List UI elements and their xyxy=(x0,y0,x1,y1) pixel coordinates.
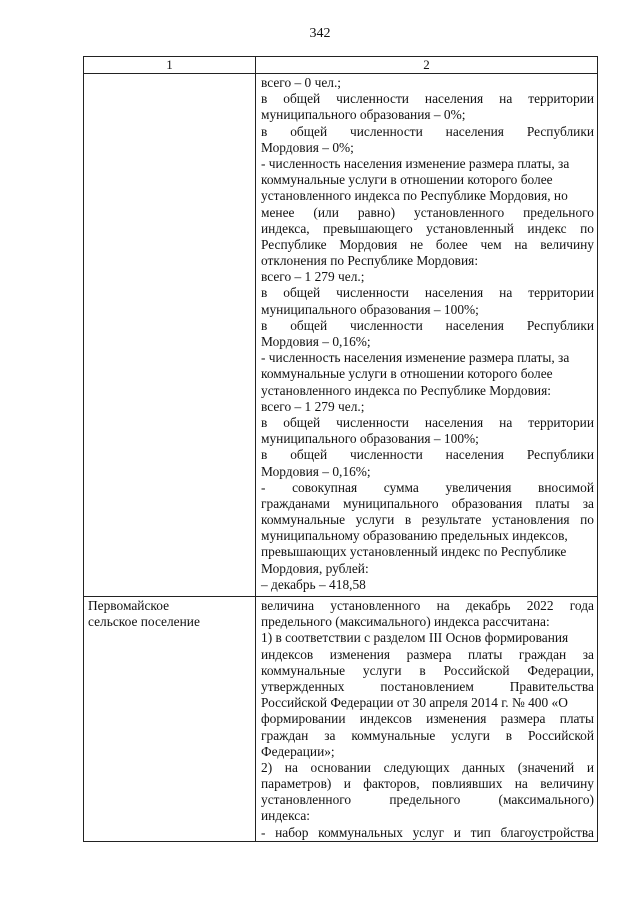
text-line: утвержденных постановлением Правительства xyxy=(261,678,594,694)
text-line: коммунальные услуги в результате установления по xyxy=(261,512,594,528)
text-line: параметров) и факторов, повлиявших на величину xyxy=(261,776,594,792)
text-line: коммунальные услуги в отношении которого более xyxy=(261,366,553,382)
text-line: коммунальные услуги в Российской Федерации, xyxy=(261,662,594,678)
territory-name-line: сельское поселение xyxy=(88,614,200,630)
text-line: муниципальному образованию предельных индексов, xyxy=(261,528,568,544)
text-line: коммунальные услуги в отношении которого более xyxy=(261,172,553,188)
text-line: установленного индекса по Республике Мордовия: xyxy=(261,382,551,398)
text-line: Мордовия, рублей: xyxy=(261,560,369,576)
text-line: граждан за коммунальные услуги в Российской xyxy=(261,727,594,743)
column-header-1: 1 xyxy=(84,57,256,74)
text-line: 2) на основании следующих данных (значений и xyxy=(261,759,594,775)
row2-territory-cell xyxy=(84,597,256,842)
text-line: отклонения по Республике Мордовия: xyxy=(261,253,479,269)
row1-details-cell xyxy=(256,74,598,597)
text-line: гражданами муниципального образования платы за xyxy=(261,495,594,511)
text-line: индекса, превышающего установленный индекс по xyxy=(261,220,594,236)
text-line: Федерации»; xyxy=(261,743,335,759)
text-line: муниципального образования – 100%; xyxy=(261,431,479,447)
text-line: Республике Мордовия не более чем на величину xyxy=(261,236,594,252)
text-line: Мордовия – 0,16%; xyxy=(261,463,371,479)
text-line: индекса: xyxy=(261,808,311,824)
text-line: величина установленного на декабрь 2022 года xyxy=(261,598,594,613)
text-line: всего – 1 279 чел.; xyxy=(261,398,365,414)
text-line: всего – 1 279 чел.; xyxy=(261,269,365,285)
column-header-2: 2 xyxy=(256,57,598,74)
text-line: муниципального образования – 100%; xyxy=(261,301,479,317)
row2-details-cell xyxy=(256,597,598,842)
text-line: в общей численности населения Республики xyxy=(261,123,594,139)
text-line: в общей численности населения на территории xyxy=(261,91,594,107)
text-line: формировании индексов изменения размера платы xyxy=(261,711,594,727)
territory-name-line: Первомайское xyxy=(88,598,170,613)
page-number: 342 xyxy=(309,26,331,41)
text-line: установленного индекса по Республике Мордовия, но xyxy=(261,188,568,204)
text-line: муниципального образования – 0%; xyxy=(261,107,466,123)
text-line: менее (или равно) установленного предельного xyxy=(261,204,594,220)
text-line: в общей численности населения Республики xyxy=(261,447,594,463)
text-line: Российской Федерации от 30 апреля 2014 г. № 400 «О xyxy=(261,695,568,711)
text-line: - численность населения изменение размера платы, за xyxy=(261,155,570,171)
text-line: - набор коммунальных услуг и тип благоустройства xyxy=(261,824,594,840)
table-row xyxy=(84,74,598,597)
text-line: предельного (максимального) индекса рассчитана: xyxy=(261,614,550,630)
text-line: – декабрь – 418,58 xyxy=(261,576,366,592)
document-table xyxy=(83,56,598,842)
text-line: всего – 0 чел.; xyxy=(261,75,342,90)
text-line: 1) в соответствии с разделом III Основ формирования xyxy=(261,630,569,646)
row1-territory-cell xyxy=(84,74,256,597)
text-line: - численность населения изменение размера платы, за xyxy=(261,350,570,366)
text-line: в общей численности населения Республики xyxy=(261,317,594,333)
text-line: - совокупная сумма увеличения вносимой xyxy=(261,479,594,495)
text-line: индексов изменения размера платы граждан за xyxy=(261,646,594,662)
text-line: в общей численности населения на территории xyxy=(261,414,594,430)
table-row xyxy=(84,597,598,842)
text-line: Мордовия – 0,16%; xyxy=(261,334,371,349)
table-header-row xyxy=(84,57,598,74)
text-line: превышающих установленный индекс по Республике xyxy=(261,544,567,560)
text-line: Мордовия – 0%; xyxy=(261,139,354,155)
text-line: установленного предельного (максимального) xyxy=(261,792,594,808)
text-line: в общей численности населения на территории xyxy=(261,285,594,301)
